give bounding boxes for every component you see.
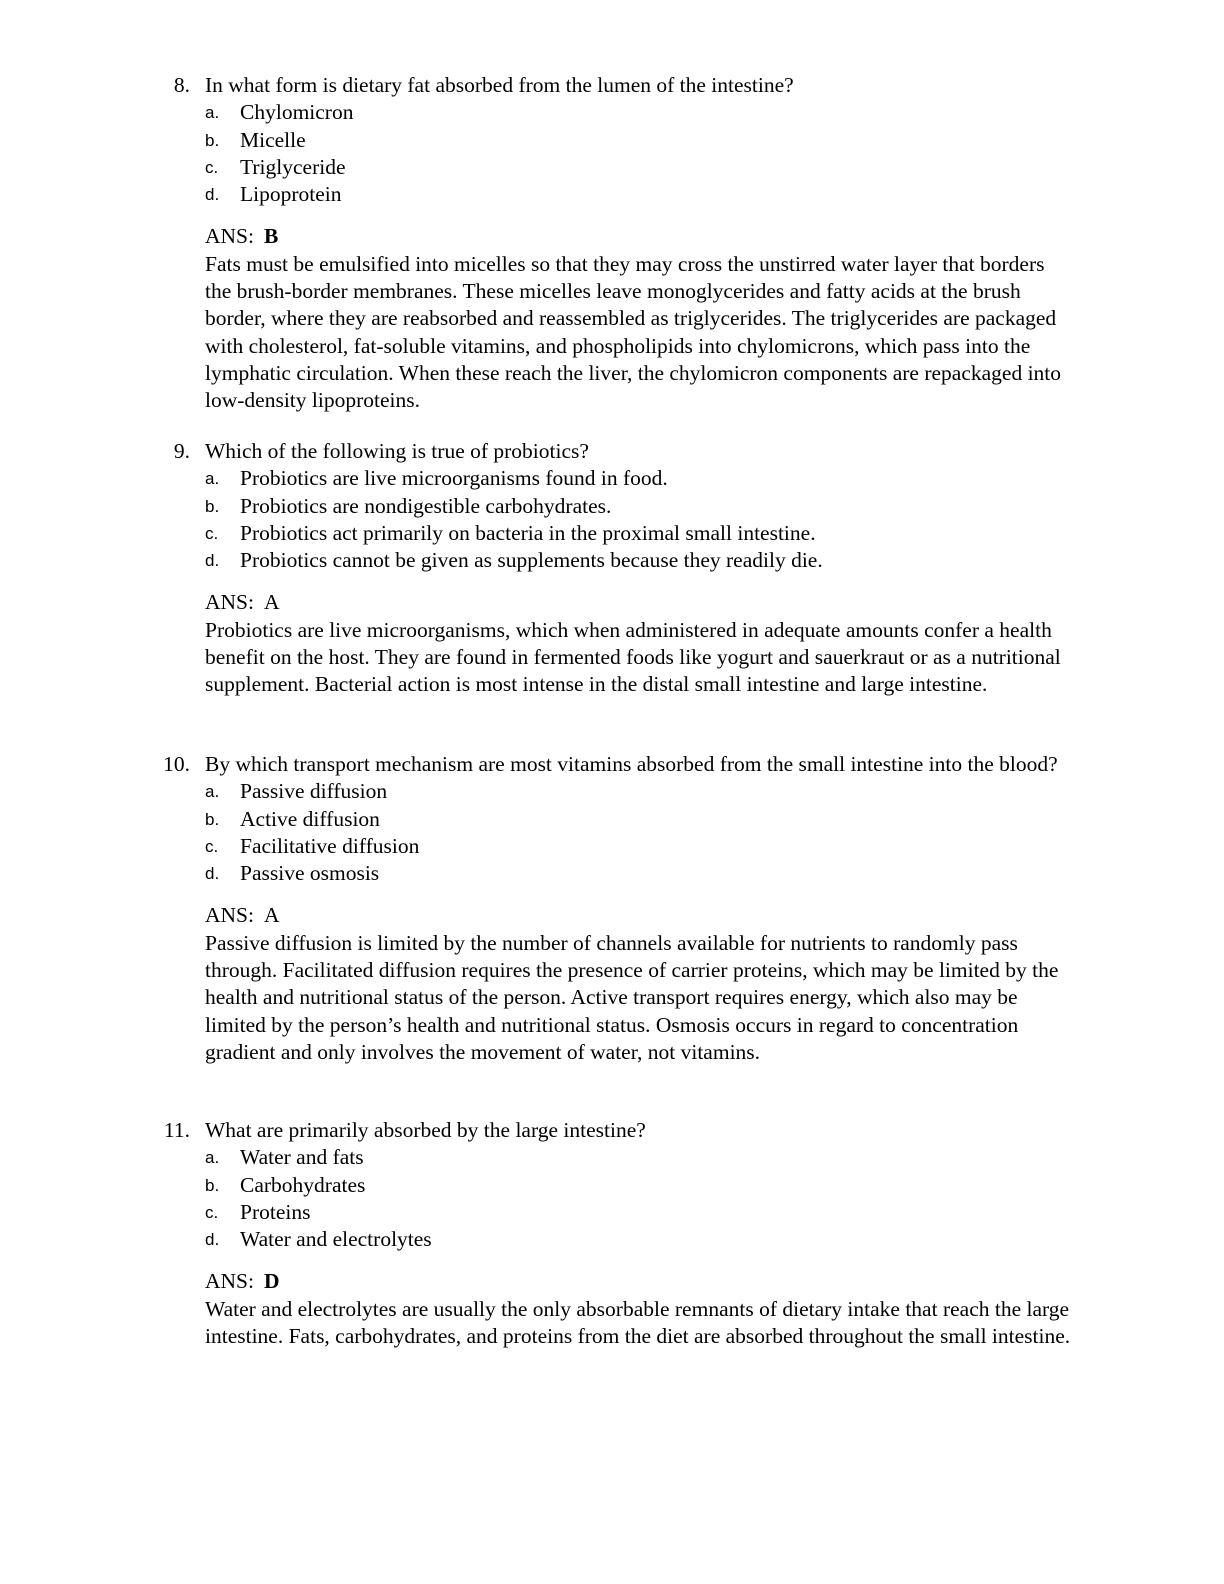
rationale: Water and electrolytes are usually the only absorbable remnants of dietary intake that reach the large intestine. Fats, carbohydrates, and proteins from the diet are absorbed throughout the small intestine.: [205, 1296, 1071, 1349]
question-text: By which transport mechanism are most vitamins absorbed from the small intestine into the blood?: [205, 752, 1058, 776]
option-letter: b.: [205, 1175, 220, 1195]
option-b: [0, 1172, 1224, 1199]
question-8: [0, 72, 1224, 415]
option-text: Water and electrolytes: [240, 1227, 432, 1252]
rationale: Probiotics are live microorganisms, which when administered in adequate amounts confer a health benefit on the host. They are found in fermented foods like yogurt and sauerkraut or as a nutritional supplement. Bacterial action is most intense in the distal small intestine and large intestine.: [205, 617, 1061, 697]
option-text: Passive diffusion: [240, 779, 388, 804]
question-text: What are primarily absorbed by the large intestine?: [205, 1118, 646, 1142]
question-9: [0, 438, 1224, 699]
answer-label: ANS:: [205, 590, 254, 615]
option-letter: d.: [205, 864, 220, 884]
answer-label: ANS:: [205, 903, 254, 928]
answer-label: ANS:: [205, 224, 254, 249]
option-a: [0, 99, 1224, 126]
option-letter: c.: [205, 1202, 219, 1222]
option-letter: d.: [205, 185, 220, 205]
option-letter: c.: [205, 836, 219, 856]
option-letter: a.: [205, 469, 220, 489]
option-text: Probiotics are live microorganisms found in food.: [240, 466, 668, 491]
option-text: Probiotics act primarily on bacteria in the proximal small intestine.: [240, 520, 816, 545]
option-text: Water and fats: [240, 1145, 364, 1170]
option-letter: a.: [205, 782, 220, 802]
option-letter: c.: [205, 523, 219, 543]
option-d: [0, 547, 1224, 574]
option-letter: b.: [205, 809, 220, 829]
question-number: 9.: [173, 439, 190, 463]
question-stem: [0, 751, 1075, 778]
answer-letter: D: [263, 1269, 280, 1294]
question-stem: [0, 72, 1075, 99]
option-text: Proteins: [240, 1199, 311, 1224]
answer-line: [0, 223, 1224, 250]
answer-line: [0, 902, 1224, 929]
question-text: Which of the following is true of probiotics?: [205, 439, 589, 463]
option-text: Triglyceride: [240, 154, 346, 179]
option-d: [0, 1226, 1224, 1253]
answer-letter: A: [263, 590, 280, 615]
option-text: Micelle: [240, 127, 306, 152]
option-text: Carbohydrates: [240, 1172, 366, 1197]
option-letter: b.: [205, 130, 220, 150]
option-letter: c.: [205, 157, 219, 177]
rationale: Fats must be emulsified into micelles so that they may cross the unstirred water layer that borders the brush-border membranes. These micelles leave monoglycerides and fatty acids at the brush border, where they are reabsorbed and reassembled as triglycerides. The triglycerides are packaged with cholesterol, fat-soluble vitamins, and phospholipids into chylomicrons, which pass into the lymphatic circulation. When these reach the liver, the chylomicron components are repackaged into low-density lipoproteins.: [205, 251, 1062, 413]
question-stem: [0, 1117, 1075, 1144]
option-b: [0, 806, 1224, 833]
option-letter: d.: [205, 1230, 220, 1250]
option-a: [0, 778, 1224, 805]
option-a: [0, 1144, 1224, 1171]
answer-label: ANS:: [205, 1269, 254, 1294]
answer-letter: A: [263, 903, 280, 928]
option-letter: b.: [205, 496, 220, 516]
option-text: Facilitative diffusion: [240, 833, 420, 858]
option-text: Active diffusion: [240, 806, 380, 831]
question-number: 8.: [173, 73, 190, 97]
option-c: [0, 1199, 1224, 1226]
option-text: Chylomicron: [240, 100, 354, 125]
question-number: 11.: [163, 1118, 190, 1142]
options-list: [0, 1144, 1224, 1253]
option-c: [0, 154, 1224, 181]
question-number: 10.: [163, 752, 190, 776]
answer-line: [0, 589, 1224, 616]
answer-letter: B: [263, 224, 279, 249]
option-text: Probiotics are nondigestible carbohydrates.: [240, 493, 612, 518]
option-text: Passive osmosis: [240, 861, 380, 886]
option-b: [0, 493, 1224, 520]
option-b: [0, 127, 1224, 154]
option-text: Probiotics cannot be given as supplements because they readily die.: [240, 548, 823, 573]
options-list: [0, 465, 1224, 574]
question-stem: [0, 438, 1075, 465]
option-d: [0, 181, 1224, 208]
option-a: [0, 465, 1224, 492]
options-list: [0, 99, 1224, 208]
option-letter: a.: [205, 103, 220, 123]
option-c: [0, 520, 1224, 547]
answer-line: [0, 1268, 1224, 1295]
option-c: [0, 833, 1224, 860]
option-text: Lipoprotein: [240, 182, 342, 207]
question-10: [0, 751, 1224, 1066]
options-list: [0, 778, 1224, 887]
option-letter: d.: [205, 551, 220, 571]
option-d: [0, 860, 1224, 887]
question-text: In what form is dietary fat absorbed from the lumen of the intestine?: [205, 73, 794, 97]
question-11: [0, 1117, 1224, 1350]
option-letter: a.: [205, 1148, 220, 1168]
rationale: Passive diffusion is limited by the number of channels available for nutrients to randomly pass through. Facilitated diffusion requires the presence of carrier proteins, which may be limited by the health and nutritional status of the person. Active transport requires energy, which also may be limited by the person’s health and nutritional status. Osmosis occurs in regard to concentration gradient and only involves the movement of water, not vitamins.: [205, 930, 1059, 1064]
